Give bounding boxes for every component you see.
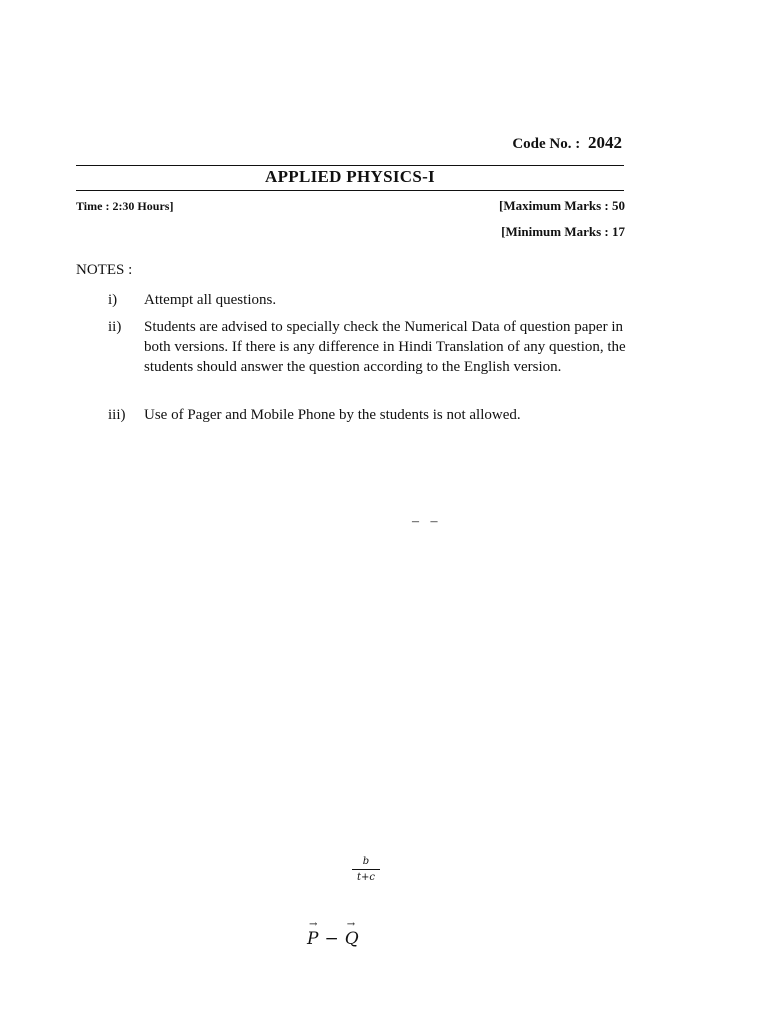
note-item: [108, 405, 628, 425]
note-text: Attempt all questions.: [144, 292, 277, 308]
stray-dashes: – –: [412, 514, 442, 529]
vector-q-letter: Q: [344, 929, 359, 949]
top-rule: [76, 165, 624, 166]
minus-operator: −: [324, 929, 339, 949]
bottom-rule: [76, 190, 624, 191]
fraction-numerator: b: [352, 856, 380, 870]
vector-p: [307, 919, 319, 949]
vector-p-letter: P: [307, 929, 319, 949]
fraction-denominator: t+c: [357, 872, 375, 883]
code-number-line: [512, 133, 622, 153]
code-label: Code No. :: [512, 136, 581, 152]
paper-title: APPLIED PHYSICS-I: [265, 167, 435, 186]
note-text: Use of Pager and Mobile Phone by the students is not allowed.: [144, 407, 521, 423]
note-number: ii): [108, 319, 122, 335]
time-allowed: Time : 2:30 Hours]: [76, 199, 174, 213]
note-item: [108, 290, 628, 310]
note-number: i): [108, 292, 118, 308]
notes-heading: NOTES :: [76, 262, 133, 278]
note-number: iii): [108, 407, 126, 423]
maximum-marks: [Maximum Marks : 50: [498, 198, 625, 213]
vector-arrow-icon: →: [346, 919, 356, 930]
note-text: Students are advised to specially check the Numerical Data of question paper in both versions. If there is any difference in Hindi Translation of any question, the students should answer the question according to the English version.: [144, 319, 626, 375]
note-item: [108, 317, 628, 377]
vector-q: [344, 919, 359, 949]
minimum-marks: [Minimum Marks : 17: [501, 224, 625, 239]
code-number: 2042: [588, 133, 622, 152]
vector-expression: [307, 919, 359, 949]
vector-arrow-icon: →: [309, 919, 318, 930]
fraction-expression: [352, 856, 380, 883]
